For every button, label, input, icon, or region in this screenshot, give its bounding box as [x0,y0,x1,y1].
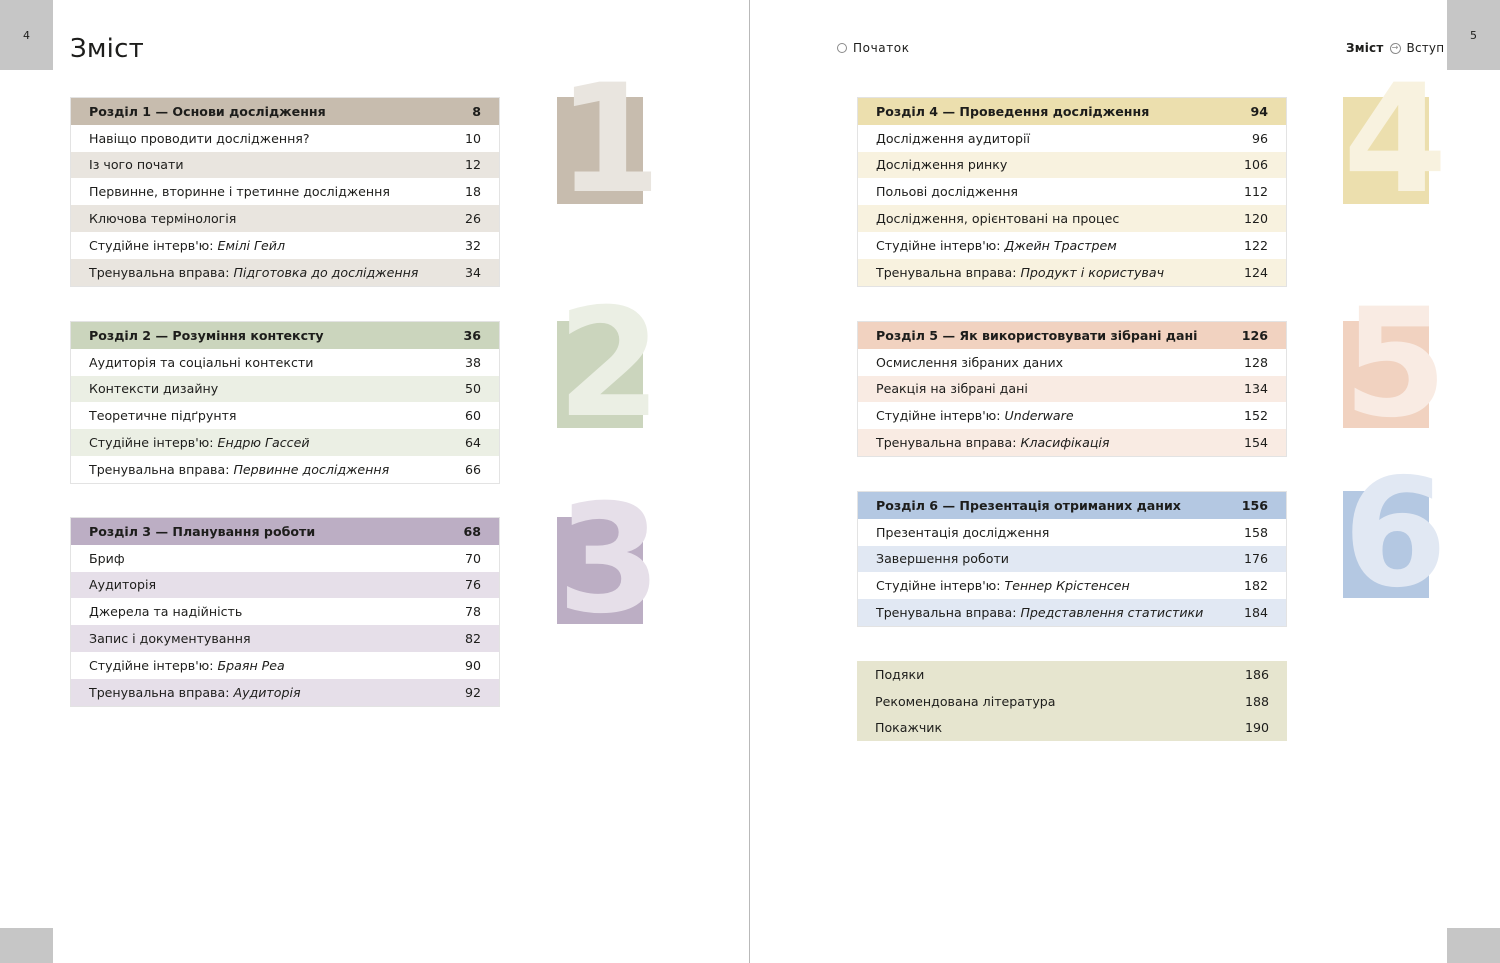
toc-entry-name: Класифікація [1020,435,1110,451]
toc-entry-page: 76 [464,577,481,593]
toc-entry-label: Навіщо проводити дослідження? [89,130,310,146]
section-3-number-block [557,473,662,647]
section-1-number-block [557,53,662,227]
toc-entry-page: 66 [464,461,481,477]
toc-entry-page: 50 [464,381,481,397]
toc-heading-label: Розділ 6 — Презентація отриманих даних [876,497,1181,513]
toc-entry-page: 60 [464,408,481,424]
toc-heading-row[interactable] [858,322,1286,349]
section-number-glyph: 4 [1343,53,1448,227]
toc-heading-page: 126 [1241,327,1268,343]
section-number-glyph: 5 [1343,277,1448,451]
toc-entry-label [89,685,301,700]
toc-entry-prefix: Тренувальна вправа: [89,264,234,280]
toc-entry-row[interactable] [71,679,499,706]
toc-entry-label [89,238,285,253]
toc-entry-prefix: Тренувальна вправа: [876,605,1021,621]
nav-current-label[interactable]: Зміст [1346,41,1384,55]
toc-entry-prefix: Тренувальна вправа: [89,461,234,477]
section-6-number-block [1343,447,1448,621]
toc-entry-label: Реакція на зібрані дані [876,381,1028,397]
toc-entry-label [89,435,310,450]
toc-entry-row[interactable] [71,205,499,232]
toc-heading-page: 94 [1250,103,1268,119]
toc-entry-label: Із чого почати [89,157,184,173]
toc-entry-page: 38 [464,354,481,370]
toc-entry-prefix: Студійне інтерв'ю: [876,237,1005,253]
toc-entry-prefix: Тренувальна вправа: [876,435,1021,451]
toc-entry-name: Первинне дослідження [233,461,390,477]
section-4-number-block [1343,53,1448,227]
toc-entry-label: Дослідження аудиторії [876,130,1030,146]
toc-entry-row[interactable] [71,178,499,205]
toc-entry-label: Контексти дизайну [89,381,219,397]
toc-entry-name: Теннер Крістенсен [1004,578,1130,594]
toc-entry-row[interactable] [858,205,1286,232]
home-circle-icon [837,43,847,53]
toc-entry-page: 184 [1243,605,1268,621]
toc-heading-page: 8 [472,103,481,119]
toc-entry-row[interactable] [858,402,1286,429]
toc-entry-name: Джейн Трастрем [1004,237,1117,253]
page-number-left: 4 [23,28,30,42]
toc-entry-page: 152 [1243,408,1268,424]
toc-entry-label [89,462,389,477]
section-number-glyph: 6 [1343,447,1448,621]
toc-heading-page: 36 [463,327,481,343]
toc-entry-row[interactable] [71,125,499,152]
toc-entry-label: Осмислення зібраних даних [876,354,1064,370]
toc-entry-label [876,265,1164,280]
toc-section-4 [857,97,1287,287]
page-number-right: 5 [1470,28,1477,42]
toc-entry-label: Теоретичне підґрунтя [89,408,237,424]
toc-entry-prefix: Студійне інтерв'ю: [89,657,218,673]
back-matter-row[interactable] [857,715,1287,742]
toc-heading-label: Розділ 3 — Планування роботи [89,523,316,539]
toc-entry-page: 158 [1243,524,1268,540]
toc-entry-row[interactable] [858,152,1286,179]
toc-entry-row[interactable] [71,232,499,259]
toc-heading-row[interactable] [71,518,499,545]
toc-entry-name: Продукт і користувач [1020,264,1165,280]
toc-heading-label: Розділ 4 — Проведення дослідження [876,103,1150,119]
toc-section-1 [70,97,500,287]
toc-entry-label: Польові дослідження [876,184,1019,200]
toc-entry-page: 12 [464,157,481,173]
toc-entry-page: 112 [1243,184,1268,200]
toc-entry-row[interactable] [71,349,499,376]
toc-entry-row[interactable] [71,456,499,483]
toc-back-matter [857,661,1287,741]
toc-heading-label: Розділ 2 — Розуміння контексту [89,327,324,343]
toc-entry-row[interactable] [71,259,499,286]
toc-entry-name: Ендрю Гассей [217,435,310,451]
toc-entry-name: Аудиторія [233,684,301,700]
toc-entry-row[interactable] [858,376,1286,403]
toc-entry-label: Джерела та надійність [89,604,243,620]
right-page [750,0,1500,963]
toc-entry-prefix: Студійне інтерв'ю: [876,408,1005,424]
toc-entry-row[interactable] [858,349,1286,376]
toc-entry-page: 70 [464,550,481,566]
toc-entry-page: 82 [464,631,481,647]
toc-heading-label: Розділ 1 — Основи дослідження [89,103,326,119]
toc-entry-row[interactable] [858,232,1286,259]
section-number-glyph: 1 [557,53,662,227]
toc-entry-row[interactable] [71,625,499,652]
toc-entry-row[interactable] [71,545,499,572]
toc-entry-name: Underware [1004,408,1074,424]
toc-entry-label [89,658,285,673]
toc-entry-row[interactable] [858,572,1286,599]
toc-entry-row[interactable] [858,429,1286,456]
toc-heading-row[interactable] [858,98,1286,125]
toc-entry-label: Завершення роботи [876,551,1009,567]
page-number-tab-right [1447,0,1500,70]
toc-heading-label: Розділ 5 — Як використовувати зібрані дані [876,327,1198,343]
bottom-tab-right [1447,928,1500,963]
section-5-number-block [1343,277,1448,451]
toc-entry-name: Підготовка до дослідження [233,264,419,280]
toc-entry-page: 10 [464,130,481,146]
toc-entry-label [89,265,418,280]
toc-entry-page: 34 [464,264,481,280]
back-matter-page: 186 [1244,666,1269,682]
toc-entry-label: Ключова термінологія [89,211,237,227]
back-matter-label: Покажчик [875,720,943,736]
back-matter-page: 190 [1244,720,1269,736]
toc-entry-label [876,435,1110,450]
nav-home-label: Початок [853,41,910,55]
toc-entry-row[interactable] [71,572,499,599]
toc-heading-page: 156 [1241,497,1268,513]
page-number-tab-left [0,0,53,70]
toc-entry-page: 78 [464,604,481,620]
nav-home-link[interactable] [837,41,910,55]
toc-entry-page: 18 [464,184,481,200]
toc-entry-page: 176 [1243,551,1268,567]
toc-section-2 [70,321,500,484]
toc-entry-page: 92 [464,684,481,700]
toc-entry-row[interactable] [858,519,1286,546]
toc-heading-row[interactable] [858,492,1286,519]
toc-section-3 [70,517,500,707]
toc-entry-label: Запис і документування [89,631,251,647]
section-number-glyph: 3 [557,473,662,647]
section-2-number-block [557,277,662,451]
toc-entry-page: 96 [1251,130,1268,146]
toc-section-6 [857,491,1287,627]
toc-entry-page: 154 [1243,435,1268,451]
page-title: Зміст [70,34,144,64]
toc-entry-prefix: Тренувальна вправа: [876,264,1021,280]
toc-entry-page: 26 [464,211,481,227]
nav-next-label[interactable]: Вступ [1406,41,1445,55]
toc-entry-row[interactable] [71,652,499,679]
toc-entry-page: 124 [1243,264,1268,280]
toc-entry-row[interactable] [858,259,1286,286]
back-matter-label: Рекомендована література [875,693,1056,709]
toc-entry-row[interactable] [858,546,1286,573]
toc-entry-page: 122 [1243,237,1268,253]
toc-entry-prefix: Студійне інтерв'ю: [89,435,218,451]
back-matter-row[interactable] [857,688,1287,715]
toc-entry-row[interactable] [858,599,1286,626]
toc-entry-name: Емілі Гейл [217,237,286,253]
toc-entry-page: 128 [1243,354,1268,370]
toc-entry-prefix: Тренувальна вправа: [89,684,234,700]
toc-entry-label: Дослідження ринку [876,157,1008,173]
toc-entry-page: 182 [1243,578,1268,594]
toc-entry-label: Аудиторія та соціальні контексти [89,354,314,370]
toc-entry-row[interactable] [858,125,1286,152]
toc-entry-prefix: Студійне інтерв'ю: [876,578,1005,594]
toc-entry-label: Бриф [89,550,125,566]
bottom-tab-left [0,928,53,963]
toc-heading-row[interactable] [71,322,499,349]
toc-entry-row[interactable] [71,598,499,625]
back-matter-row[interactable] [857,661,1287,688]
toc-entry-label [876,605,1203,620]
toc-entry-label: Аудиторія [89,577,157,593]
toc-entry-row[interactable] [71,402,499,429]
toc-entry-name: Представлення статистики [1020,605,1204,621]
toc-heading-page: 68 [463,523,481,539]
toc-entry-label: Дослідження, орієнтовані на процес [876,211,1120,227]
toc-entry-label [876,408,1074,423]
arrow-right-icon: → [1390,43,1401,54]
toc-entry-label [876,578,1130,593]
back-matter-label: Подяки [875,666,925,682]
toc-entry-row[interactable] [71,429,499,456]
toc-entry-label: Презентація дослідження [876,524,1050,540]
toc-entry-page: 64 [464,435,481,451]
toc-entry-row[interactable] [71,152,499,179]
toc-entry-label: Первинне, вторинне і третинне дослідження [89,184,390,200]
toc-entry-page: 106 [1243,157,1268,173]
toc-entry-page: 120 [1243,211,1268,227]
toc-section-5 [857,321,1287,457]
toc-entry-row[interactable] [71,376,499,403]
toc-entry-page: 32 [464,237,481,253]
toc-entry-label [876,238,1117,253]
toc-entry-prefix: Студійне інтерв'ю: [89,237,218,253]
section-number-glyph: 2 [557,277,662,451]
toc-entry-row[interactable] [858,178,1286,205]
back-matter-page: 188 [1244,693,1269,709]
toc-heading-row[interactable] [71,98,499,125]
toc-entry-page: 134 [1243,381,1268,397]
toc-entry-name: Браян Реа [217,657,285,673]
toc-entry-page: 90 [464,657,481,673]
